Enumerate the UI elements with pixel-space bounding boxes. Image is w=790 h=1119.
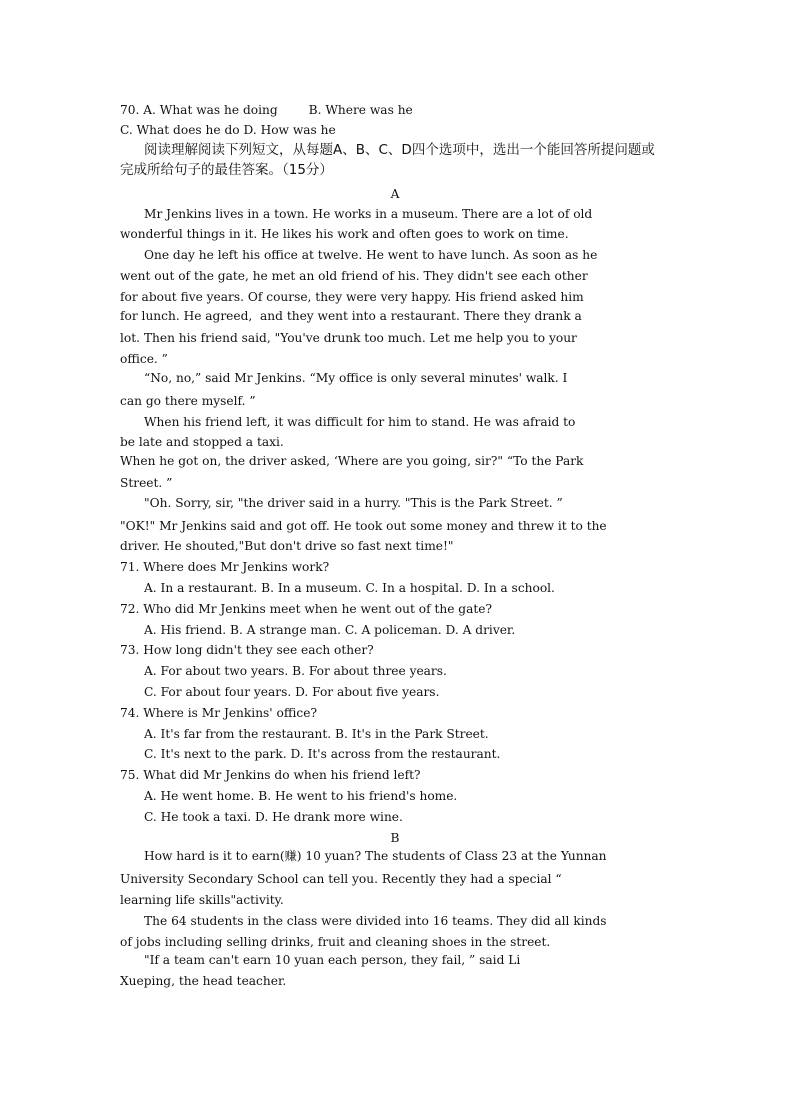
passage-a-line: When his friend left, it was difficult for him to stand. He was afraid to xyxy=(144,415,576,429)
passage-b-line: How hard is it to earn(赚) 10 yuan? The students of Class 23 at the Yunnan xyxy=(144,849,607,863)
passage-a-line: One day he left his office at twelve. He went to have lunch. As soon as he xyxy=(144,248,598,262)
passage-b-line: Xueping, the head teacher. xyxy=(120,974,287,988)
passage-a-line: Street. ” xyxy=(120,476,173,490)
q70-question: 70. A. What was he doing B. Where was he xyxy=(120,103,413,117)
passage-a-heading: A xyxy=(390,187,400,201)
passage-a-line: for about five years. Of course, they were very happy. His friend asked him xyxy=(120,290,584,304)
section-instruction: 阅读理解阅读下列短文，从每题A、B、C、D四个选项中，选出一个能回答所提问题或 xyxy=(144,142,655,158)
q75-options: C. He took a taxi. D. He drank more wine. xyxy=(144,810,403,824)
section-instruction-cont: 完成所给句子的最佳答案。（15分） xyxy=(120,162,333,178)
passage-a-line: “No, no,” said Mr Jenkins. “My office is only several minutes' walk. I xyxy=(144,371,568,385)
passage-b-line: of jobs including selling drinks, fruit and cleaning shoes in the street. xyxy=(120,935,551,949)
passage-a-line: office. ” xyxy=(120,352,168,366)
q73-options: C. For about four years. D. For about five years. xyxy=(144,685,440,699)
passage-a-line: lot. Then his friend said, "You've drunk too much. Let me help you to your xyxy=(120,331,577,345)
passage-a-line: driver. He shouted,"But don't drive so fast next time!" xyxy=(120,539,454,553)
passage-a-line: be late and stopped a taxi. xyxy=(120,435,284,449)
q71-question: 71. Where does Mr Jenkins work? xyxy=(120,560,330,574)
passage-b-line: "If a team can't earn 10 yuan each person, they fail, ” said Li xyxy=(144,953,521,967)
passage-a-line: "OK!" Mr Jenkins said and got off. He took out some money and threw it to the xyxy=(120,519,607,533)
passage-a-line: went out of the gate, he met an old friend of his. They didn't see each other xyxy=(120,269,588,283)
passage-a-line: can go there myself. ” xyxy=(120,394,256,408)
q74-options: A. It's far from the restaurant. B. It's in the Park Street. xyxy=(144,727,489,741)
passage-b-line: The 64 students in the class were divided into 16 teams. They did all kinds xyxy=(144,914,607,928)
q72-question: 72. Who did Mr Jenkins meet when he went out of the gate? xyxy=(120,602,493,616)
q75-options: A. He went home. B. He went to his friend's home. xyxy=(144,789,458,803)
passage-b-heading: B xyxy=(390,831,400,845)
passage-a-line: wonderful things in it. He likes his work and often goes to work on time. xyxy=(120,227,569,241)
q72-options: A. His friend. B. A strange man. C. A policeman. D. A driver. xyxy=(144,623,516,637)
passage-a-line: When he got on, the driver asked, ‘Where are you going, sir?" “To the Park xyxy=(120,454,584,468)
q73-options: A. For about two years. B. For about three years. xyxy=(144,664,447,678)
passage-b-line: learning life skills"activity. xyxy=(120,893,284,907)
q74-question: 74. Where is Mr Jenkins' office? xyxy=(120,706,317,720)
q70-options: C. What does he do D. How was he xyxy=(120,123,336,137)
passage-a-line: for lunch. He agreed, and they went into a restaurant. There they drank a xyxy=(120,309,582,323)
passage-a-line: "Oh. Sorry, sir, "the driver said in a hurry. "This is the Park Street. ” xyxy=(144,496,563,510)
q74-options: C. It's next to the park. D. It's across from the restaurant. xyxy=(144,747,501,761)
q75-question: 75. What did Mr Jenkins do when his friend left? xyxy=(120,768,421,782)
q71-options: A. In a restaurant. B. In a museum. C. In a hospital. D. In a school. xyxy=(144,581,555,595)
q73-question: 73. How long didn't they see each other? xyxy=(120,643,374,657)
passage-a-line: Mr Jenkins lives in a town. He works in a museum. There are a lot of old xyxy=(144,207,593,221)
passage-b-line: University Secondary School can tell you. Recently they had a special “ xyxy=(120,872,562,886)
